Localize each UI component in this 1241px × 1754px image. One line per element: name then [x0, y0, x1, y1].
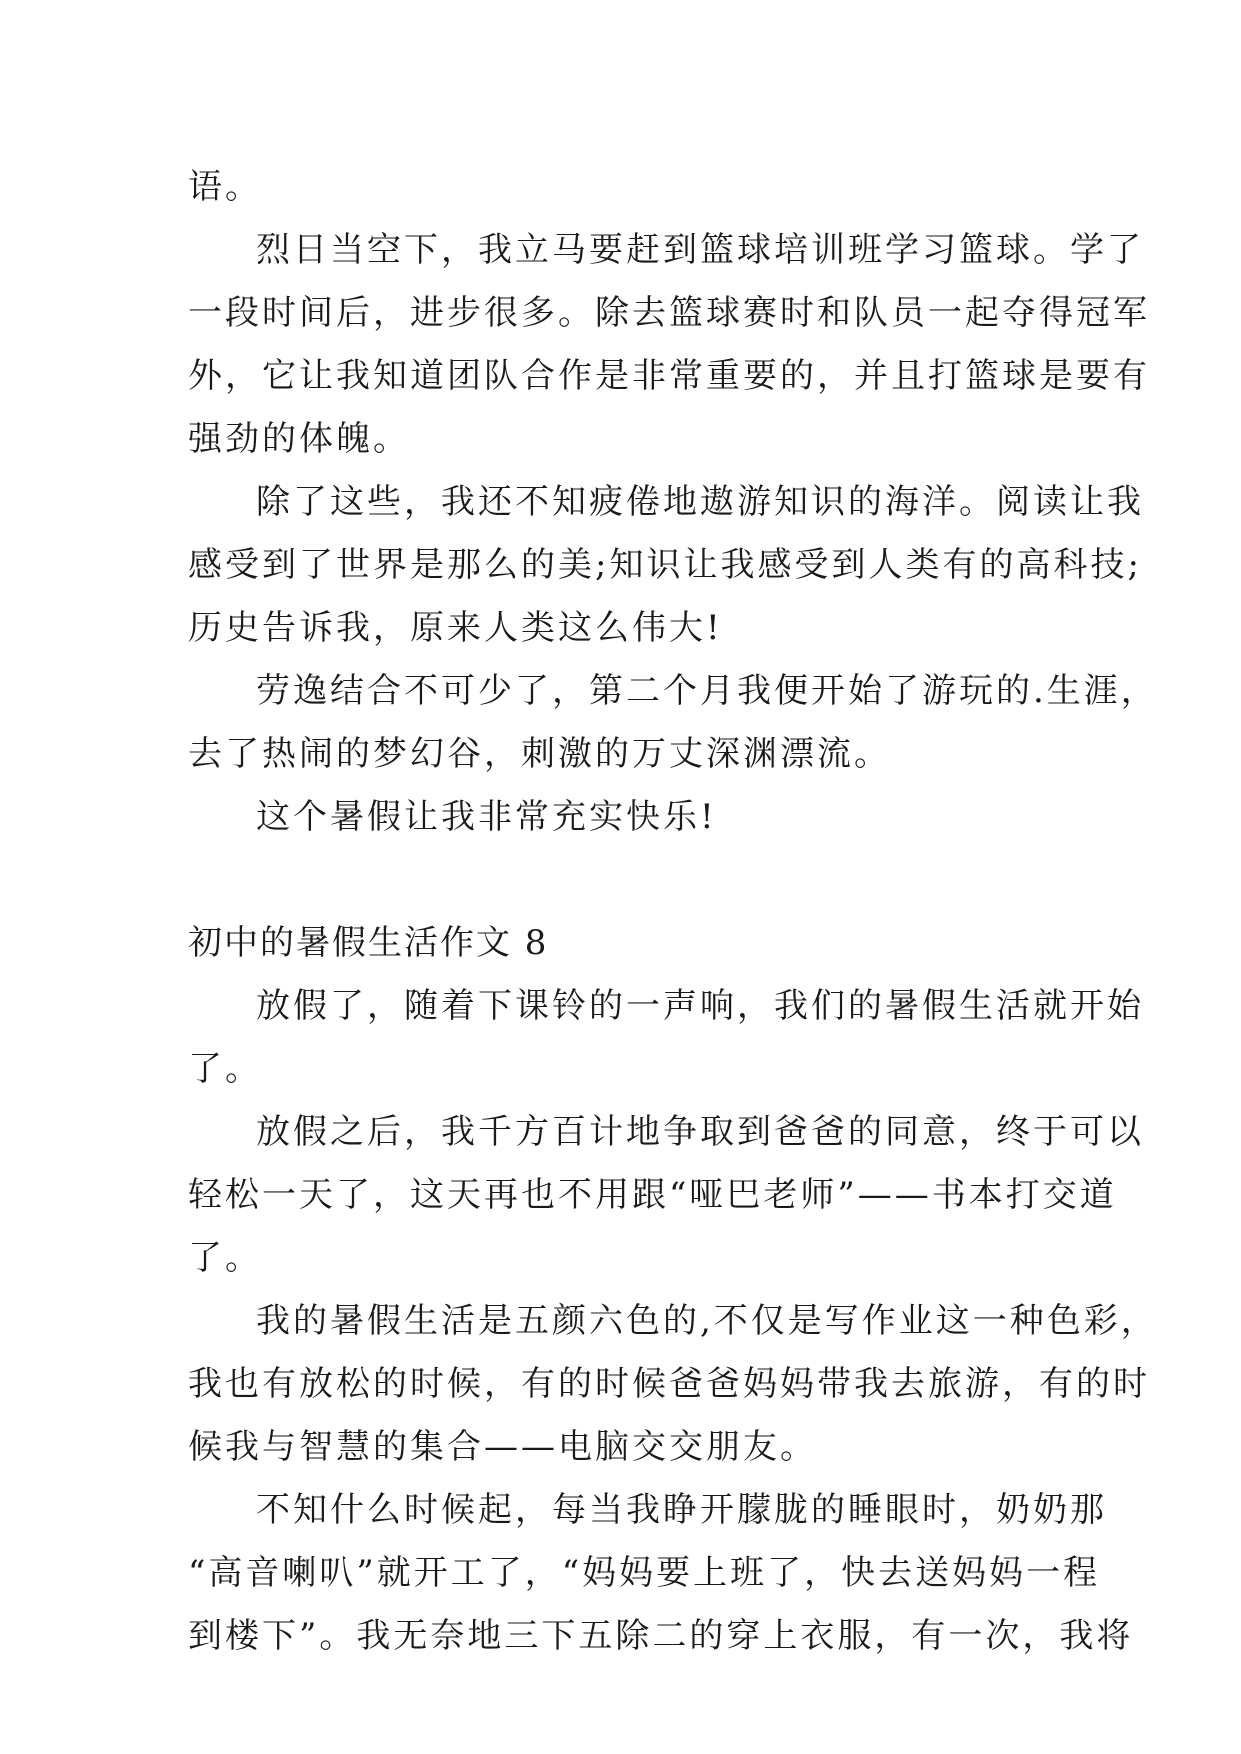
- paragraph-line: 这个暑假让我非常充实快乐!: [256, 797, 717, 837]
- paragraph-line: 到楼下”。我无奈地三下五除二的穿上衣服，有一次，我将: [188, 1616, 1134, 1656]
- section-gap: [188, 849, 1088, 912]
- document-body: [188, 156, 1158, 1668]
- paragraph-line: 一段时间后，进步很多。除去篮球赛时和队员一起夺得冠军: [188, 293, 1150, 333]
- paragraph-line: 了。: [188, 1049, 262, 1089]
- paragraph-line: 轻松一天了，这天再也不用跟“哑巴老师”——书本打交道: [188, 1175, 1117, 1215]
- paragraph-line: 历史告诉我，原来人类这么伟大!: [188, 608, 723, 648]
- paragraph-line: 我的暑假生活是五颜六色的,不仅是写作业这一种色彩，: [256, 1301, 1158, 1341]
- paragraph-line: 强劲的体魄。: [188, 419, 410, 459]
- section-title: 初中的暑假生活作文 8: [188, 923, 549, 963]
- paragraph-line: 感受到了世界是那么的美;知识让我感受到人类有的高科技;: [188, 545, 1142, 585]
- paragraph-line: “高音喇叭”就开工了，“妈妈要上班了，快去送妈妈一程: [188, 1553, 1101, 1593]
- paragraph-line: 外，它让我知道团队合作是非常重要的，并且打篮球是要有: [188, 356, 1150, 396]
- paragraph-line: 劳逸结合不可少了，第二个月我便开始了游玩的.生涯，: [256, 671, 1158, 711]
- paragraph-line: 去了热闹的梦幻谷，刺激的万丈深渊漂流。: [188, 734, 891, 774]
- paragraph-line: 烈日当空下，我立马要赶到篮球培训班学习篮球。学了: [256, 230, 1144, 270]
- paragraph-line: 我也有放松的时候，有的时候爸爸妈妈带我去旅游，有的时: [188, 1364, 1150, 1404]
- paragraph-line: 不知什么时候起，每当我睁开朦胧的睡眼时，奶奶那: [256, 1490, 1107, 1530]
- paragraph-line: 语。: [188, 167, 262, 207]
- paragraph-line: 除了这些，我还不知疲倦地遨游知识的海洋。阅读让我: [256, 482, 1144, 522]
- paragraph-line: 了。: [188, 1238, 262, 1278]
- paragraph-line: 放假了，随着下课铃的一声响，我们的暑假生活就开始: [256, 986, 1144, 1026]
- paragraph-line: 候我与智慧的集合——电脑交交朋友。: [188, 1427, 817, 1467]
- paragraph-line: 放假之后，我千方百计地争取到爸爸的同意，终于可以: [256, 1112, 1144, 1152]
